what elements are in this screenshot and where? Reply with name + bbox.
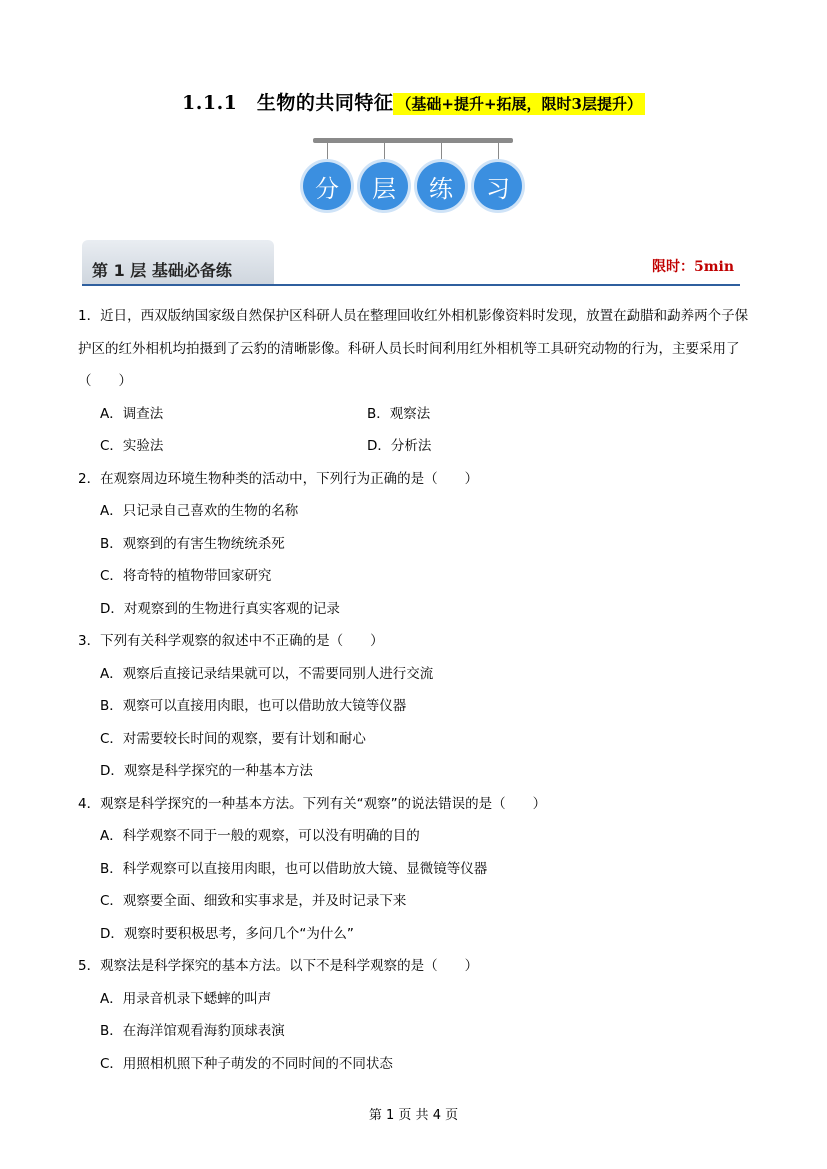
option: B．观察可以直接用肉眼，也可以借助放大镜等仪器 <box>100 698 407 714</box>
banner-string <box>441 143 442 163</box>
banner-string <box>384 143 385 163</box>
time-limit: 限时：5min <box>652 259 735 275</box>
title-highlight: （基础+提升+拓展，限时3层提升） <box>393 93 645 115</box>
option: B．观察到的有害生物统统杀死 <box>100 535 285 552</box>
section-label: 第 1 层 基础必备练 <box>92 261 232 280</box>
question-1-options <box>78 430 750 463</box>
banner-char-ceng: 层 <box>360 162 408 210</box>
page-title <box>0 88 827 115</box>
option: C．观察要全面、细致和实事求是，并及时记录下来 <box>100 893 407 909</box>
option: D．分析法 <box>367 438 432 454</box>
banner-string <box>498 143 499 163</box>
title-main: 1.1.1 生物的共同特征 <box>182 92 394 114</box>
option: B．在海洋馆观看海豹顶球表演 <box>100 1023 285 1039</box>
option: D．观察时要积极思考，多问几个“为什么” <box>100 925 354 942</box>
section-divider <box>82 284 740 286</box>
option: A．只记录自己喜欢的生物的名称 <box>100 503 299 519</box>
question-list <box>78 300 750 1080</box>
option: C．实验法 <box>100 438 164 454</box>
option: D．观察是科学探究的一种基本方法 <box>100 763 313 779</box>
section-header <box>82 240 274 284</box>
question-4: 4．观察是科学探究的一种基本方法。下列有关“观察”的说法错误的是（ ） <box>78 795 547 812</box>
option: C．用照相机照下种子萌发的不同时间的不同状态 <box>100 1055 393 1072</box>
question-2: 2．在观察周边环境生物种类的活动中，下列行为正确的是（ ） <box>78 470 479 487</box>
option: B．科学观察可以直接用肉眼，也可以借助放大镜、显微镜等仪器 <box>100 860 488 877</box>
banner-char-lian: 练 <box>417 162 465 210</box>
practice-banner <box>303 138 525 216</box>
question-1: 1．近日，西双版纳国家级自然保护区科研人员在整理回收红外相机影像资料时发现，放置在勐腊和勐养两个子保护区的红外相机均拍摄到了云豹的清晰影像。科研人员长时间利用红外相机等工具研究动物的行为，主要采用了（ ） <box>78 308 749 389</box>
question-3: 3．下列有关科学观察的叙述中不正确的是（ ） <box>78 633 384 649</box>
option: C．对需要较长时间的观察，要有计划和耐心 <box>100 730 366 747</box>
option: D．对观察到的生物进行真实客观的记录 <box>100 600 340 617</box>
banner-bar <box>313 138 513 143</box>
question-5: 5．观察法是科学探究的基本方法。以下不是科学观察的是（ ） <box>78 958 479 974</box>
option: A．科学观察不同于一般的观察，可以没有明确的目的 <box>100 828 420 844</box>
banner-char-xi: 习 <box>474 162 522 210</box>
option: A．用录音机录下蟋蟀的叫声 <box>100 990 272 1007</box>
banner-string <box>327 143 328 163</box>
page-footer: 第 1 页 共 4 页 <box>368 1108 459 1123</box>
option: A．观察后直接记录结果就可以，不需要同别人进行交流 <box>100 665 434 682</box>
banner-char-fen: 分 <box>303 162 351 210</box>
option: C．将奇特的植物带回家研究 <box>100 568 272 584</box>
option: B．观察法 <box>367 405 431 422</box>
option: A．调查法 <box>100 405 164 422</box>
question-1-options <box>78 398 750 431</box>
